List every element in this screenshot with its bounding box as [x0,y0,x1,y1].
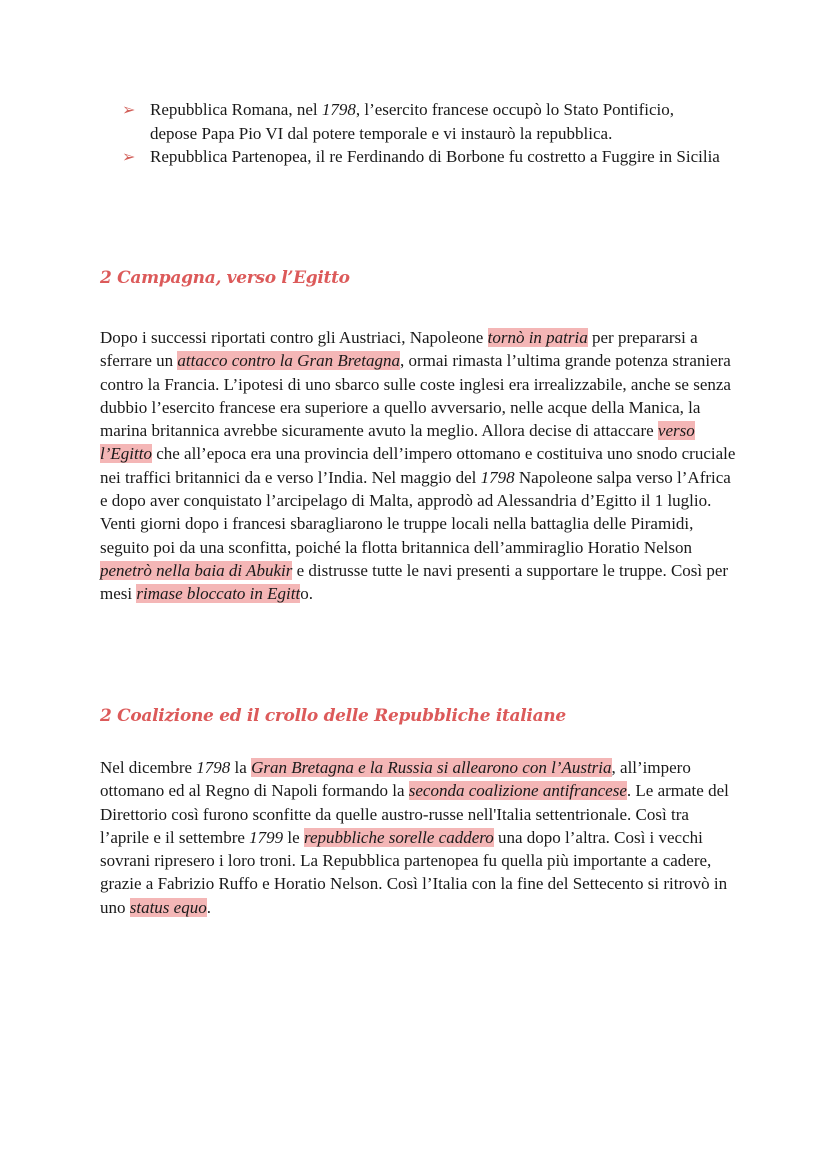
text-run: . Le armate del Direttorio così furono sconfitte da quelle austro-russe nell'Italia settentrionale. Così tra l’aprile e il settembre [100,781,729,847]
highlight-alleanza-austria: Gran Bretagna e la Russia si allearono con l’Austria [251,758,612,777]
section-heading-campagna-egitto: 2 Campagna, verso l’Egitto [100,268,350,288]
text-run: , all’impero ottomano ed al Regno di Napoli formando la [100,758,691,801]
year-1799: 1799 [249,827,284,847]
text-run: Dopo i successi riportati contro gli Austriaci, Napoleone [100,328,488,347]
year-1798: 1798 [480,467,515,487]
text-run: . [206,897,211,917]
bullet-item-repubblica-partenopea [122,145,722,169]
bullet-text: Repubblica Romana, nel [150,100,322,119]
text-run: per prepararsi a sferrare un [100,328,698,371]
bullet-text: Repubblica Partenopea, il re Ferdinando di Borbone fu costretto a Fuggire in Sicilia [150,147,720,166]
year-1798: 1798 [321,100,356,119]
highlight-bloccato-egitto: rimase bloccato in Egitt [136,584,301,604]
highlight-status-equo: status equo [129,897,207,917]
text-run: le [283,827,304,847]
text-run: o. [300,584,313,604]
paragraph-campagna-egitto [100,326,740,606]
text-run: la [230,758,252,777]
text-run: Napoleone salpa verso l’Africa e dopo aver conquistato l’arcipelago di Malta, approdò ad Alessandria d’Egitto il 1 luglio. Venti giorni dopo i francesi sbaragliarono le truppe locali nella battaglia delle Piramidi, seguito poi da una sconfitta, poiché la flotta britannica dell’ammiraglio Horatio Nelson [100,467,731,557]
highlight-baia-abukir: penetrò nella baia di Abukir [100,560,293,580]
highlight-torno-in-patria: tornò in patria [487,328,588,347]
bullet-list [122,98,722,169]
paragraph-coalizione [100,756,740,919]
text-run: una dopo l’altra. Così i vecchi sovrani ripresero i loro troni. La Repubblica partenopea fu quella più importante a cadere, grazie a Fabrizio Ruffo e Horatio Nelson. Così l’Italia con la fine del Settecento si ritrovò in uno [100,827,728,917]
arrow-right-icon: ➢ [122,100,136,119]
highlight-seconda-coalizione: seconda coalizione antifrancese [408,781,627,801]
year-1798: 1798 [196,758,231,777]
bullet-text: , l’esercito francese occupò lo Stato Pontificio, depose Papa Pio VI dal potere temporale e vi instaurò la repubblica. [150,100,675,143]
highlight-verso-egitto: verso l’Egitto [100,421,695,464]
arrow-right-icon: ➢ [122,147,136,166]
text-run: Nel dicembre [100,758,197,777]
text-run: e distrusse tutte le navi presenti a supportare le truppe. Così per mesi [100,560,729,604]
section-heading-coalizione: 2 Coalizione ed il crollo delle Repubbliche italiane [100,706,566,726]
text-run: che all’epoca era una provincia dell’impero ottomano e costituiva uno snodo cruciale nei traffici britannici da e verso l’India. Nel maggio del [100,444,736,487]
highlight-repubbliche-sorelle: repubbliche sorelle caddero [303,827,494,847]
bullet-item-repubblica-romana [122,98,722,145]
highlight-attacco-gran-bretagna: attacco contro la Gran Bretagna [177,351,400,371]
text-run: , ormai rimasta l’ultima grande potenza straniera contro la Francia. L’ipotesi di uno sbarco sulle coste inglesi era irrealizzabile, anche se senza dubbio l’esercito francese era superiore a quello avversario, nelle acque della Manica, la marina britannica avrebbe sicuramente avuto la meglio. Allora decise di attaccare [100,351,731,441]
